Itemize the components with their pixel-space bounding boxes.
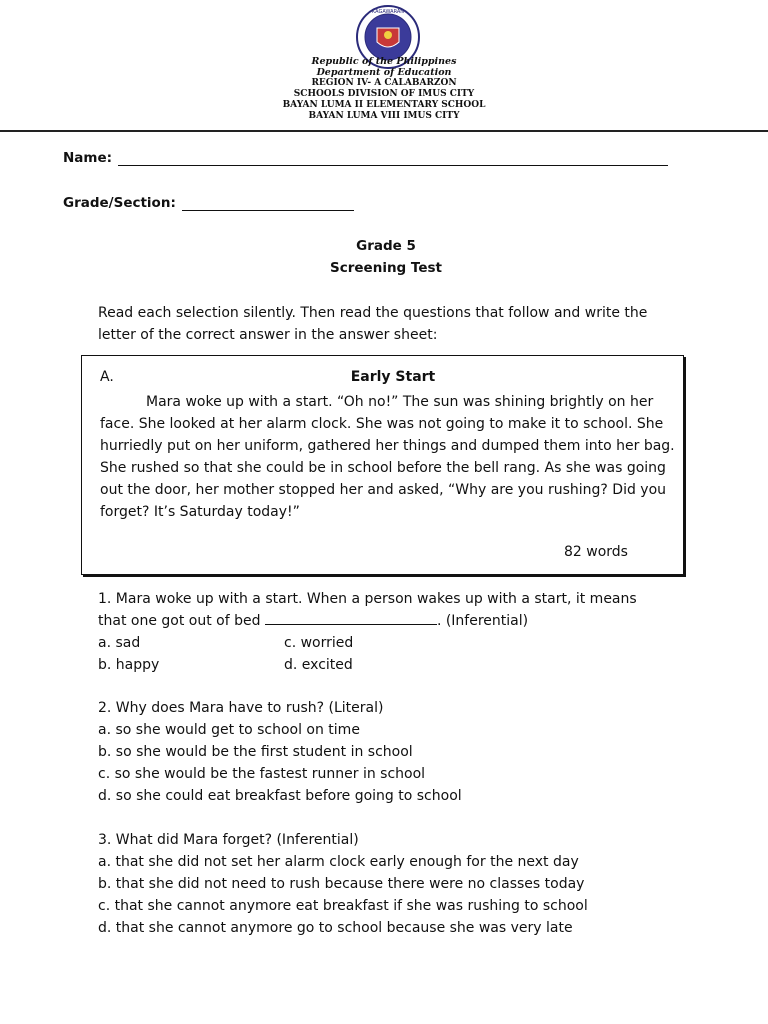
header-address: BAYAN LUMA VIII IMUS CITY — [308, 111, 460, 121]
option[interactable]: d. that she cannot anymore go to school because she was very late — [98, 920, 573, 936]
question-3: 3. What did Mara forget? (Inferential) — [98, 832, 359, 848]
name-field — [63, 150, 668, 166]
test-title: Screening Test — [330, 260, 442, 276]
grade-title: Grade 5 — [356, 238, 416, 254]
svg-text:KAGAWARAN: KAGAWARAN — [371, 9, 405, 15]
header-republic: Republic of the Philippines — [311, 56, 457, 67]
option[interactable]: b. that she did not need to rush because there were no classes today — [98, 876, 585, 892]
header-region: REGION IV- A CALABARZON — [311, 78, 457, 88]
option[interactable]: c. so she would be the fastest runner in school — [98, 766, 426, 782]
name-blank[interactable] — [118, 165, 668, 166]
option[interactable]: b. so she would be the first student in school — [98, 744, 413, 760]
option[interactable]: a. sad — [98, 635, 141, 651]
instructions: Read each selection silently. Then read the questions that follow and write the letter of the correct answer in the answer sheet: — [98, 305, 648, 343]
header-division: SCHOOLS DIVISION OF IMUS CITY — [293, 89, 475, 99]
question-1-continued — [98, 610, 528, 632]
question-1-prefix: that one got out of bed — [98, 613, 261, 629]
selection-box — [81, 355, 684, 575]
option[interactable]: c. that she cannot anymore eat breakfast if she was rushing to school — [98, 898, 588, 914]
header-department: Department of Education — [316, 67, 452, 78]
option[interactable]: b. happy — [98, 657, 160, 673]
selection-passage: Mara woke up with a start. “Oh no!” The sun was shining brightly on her face. She looked at her alarm clock. She was not going to make it to school. She hurriedly put on her uniform, gathered her things and dumped them into her bag. She rushed so that she could be in school before the bell rang. As she was going out the door, her mother stopped her and asked, “Why are you rushing? Did you forget? It’s Saturday today!” — [100, 394, 675, 520]
option[interactable]: d. excited — [284, 657, 353, 673]
question-1: 1. Mara woke up with a start. When a person wakes up with a start, it means — [98, 591, 637, 607]
question-2: 2. Why does Mara have to rush? (Literal) — [98, 700, 384, 716]
option[interactable]: a. that she did not set her alarm clock early enough for the next day — [98, 854, 579, 870]
letterhead — [0, 56, 768, 122]
selection-label: A. — [100, 369, 114, 385]
selection-title: Early Start — [350, 369, 436, 385]
name-label: Name: — [63, 150, 113, 166]
grade-section-field — [63, 195, 354, 211]
question-1-suffix: . (Inferential) — [436, 613, 529, 629]
option[interactable]: c. worried — [284, 635, 354, 651]
option[interactable]: a. so she would get to school on time — [98, 722, 360, 738]
header-school: BAYAN LUMA II ELEMENTARY SCHOOL — [282, 100, 486, 110]
option[interactable]: d. so she could eat breakfast before going to school — [98, 788, 462, 804]
question-1-blank — [265, 610, 437, 625]
word-count: 82 words — [564, 544, 628, 560]
grade-section-label: Grade/Section: — [63, 195, 176, 211]
header-divider — [0, 130, 768, 132]
grade-section-blank[interactable] — [182, 210, 354, 211]
